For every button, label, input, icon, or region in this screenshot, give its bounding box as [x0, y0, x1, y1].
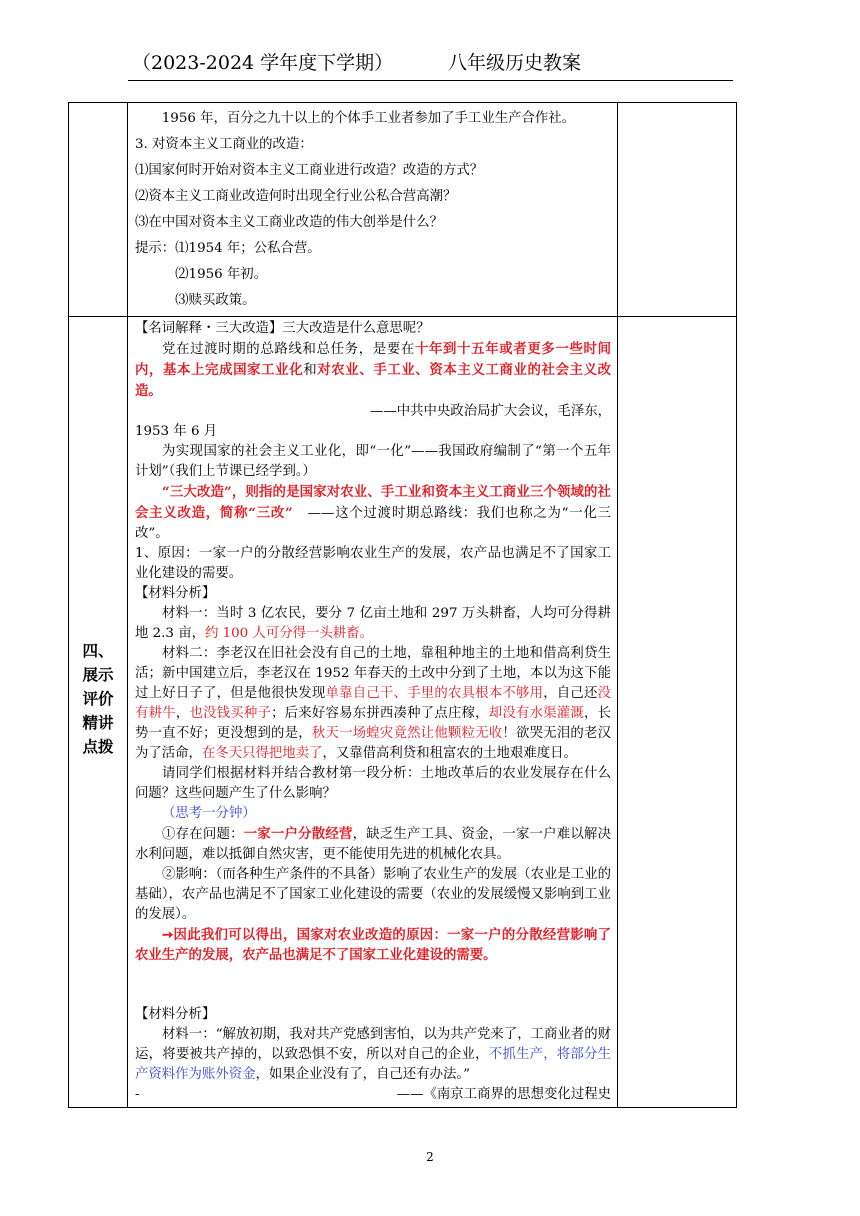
- page-number: 2: [426, 1150, 434, 1164]
- material-three: 材料一：“解放初期，我对共产党感到害怕，以为共产党来了，工商业者的财运，将要被共产掉的，以致恐惧不安，所以对自己的企业，不抓生产，将部分生产资料作为账外资金，如果企业没有了，自己还有办法。”: [135, 1027, 612, 1082]
- source-line: - ——《南京工商界的思想变化过程史: [135, 1087, 611, 1102]
- question: 请同学们根据材料并结合教材第一段分析：土地改革后的农业发展存在什么问题？这些问题产生了什么影响？: [135, 766, 611, 801]
- paragraph: 党在过渡时期的总路线和总任务，是要在十年到十五年或者更多一些时间内，基本上完成国家工业化和对农业、手工业、资本主义工商业的社会主义改造。: [135, 341, 612, 399]
- label-cell: [69, 103, 128, 317]
- conclusion: ➙因此我们可以得出，国家对农业改造的原因：一家一户的分散经营影响了农业生产的发展，农产品也满足不了国家工业化建设的需要。: [135, 927, 611, 963]
- section-label-cell: [69, 317, 128, 1108]
- analysis-title: 【材料分析】: [135, 1007, 216, 1022]
- source-date: 1953 年 6 月: [135, 424, 218, 439]
- reason-line: 1、原因：一家一户的分散经营影响农业生产的发展，农产品也满足不了国家工业化建设的需要。: [135, 546, 611, 581]
- text-line: ⑵资本主义工商业改造何时出现全行业公私合营高潮？: [135, 189, 457, 204]
- table-row: [69, 317, 737, 1108]
- analysis-title: 【材料分析】: [135, 586, 216, 601]
- material-one: 材料一：当时 3 亿农民，要分 7 亿亩土地和 297 万头耕畜，人均可分得耕地 2.3 亩，约 100 人可分得一头耕畜。: [135, 606, 611, 641]
- content-cell: [128, 317, 618, 1108]
- text-line: ⑴国家何时开始对资本主义工商业进行改造？改造的方式？: [135, 163, 484, 178]
- page-header: [128, 50, 733, 81]
- content-cell: [128, 103, 618, 317]
- term-label: （2023-2024 学年度下学期）: [132, 52, 394, 74]
- lesson-table: [68, 102, 737, 1108]
- doc-title: 八年级历史教案: [448, 52, 582, 74]
- spacer: [135, 965, 611, 1005]
- text-line: 提示：⑴1954 年；公私合营。: [135, 241, 321, 256]
- paragraph: 为实现国家的社会主义工业化，即“一化”——我国政府编制了“第一个五年计划”（我们上节课已经学到。）: [135, 444, 611, 479]
- answer-two: ②影响：（而各种生产条件的不具备）影响了农业生产的发展（农业是工业的基础），农产品也满足不了国家工业化建设的需要（农业的发展缓慢又影响到工业的发展）。: [135, 867, 611, 922]
- table-row: [69, 103, 737, 317]
- think-prompt: （思考一分钟）: [162, 806, 256, 821]
- paragraph: “三大改造”，则指的是国家对农业、手工业和资本主义工商业三个领域的社会主义改造，简称“三改” ——这个过渡时期总路线：我们也称之为“一化三改”。: [135, 484, 611, 541]
- text-line: 3. 对资本主义工商业的改造：: [135, 137, 313, 152]
- text-line: 1956 年，百分之九十以上的个体手工业者参加了手工业生产合作社。: [135, 111, 576, 126]
- answer-one: ①存在问题：一家一户分散经营，缺乏生产工具、资金，一家一户难以解决水利问题，难以抵御自然灾害，更不能使用先进的机械化农具。: [135, 826, 612, 862]
- text-line: ⑵1956 年初。: [135, 267, 268, 282]
- text-line: ⑶在中国对资本主义工商业改造的伟大创举是什么？: [135, 215, 443, 230]
- source-line: ——中共中央政治局扩大会议，毛泽东，: [369, 404, 611, 419]
- section-label: 四、 展示 评价 精讲 点拨: [82, 641, 114, 756]
- term-title: 【名词解释・三大改造】三大改造是什么意思呢？: [135, 321, 430, 336]
- material-two: 材料二：李老汉在旧社会没有自己的土地，靠租种地主的土地和借高利贷生活；新中国建立后，李老汉在 1952 年春天的土改中分到了土地，本以为这下能过上好日子了，但是他很快发现单靠自己干、手里的农具根本不够用，自己还没有耕牛，也没钱买种子；后来好容易东拼西凑种了点庄稼，却没有水渠灌溉，长势一直不好；更没想到的是，秋天一场蝗灾竟然让他颗粒无收！欲哭无泪的老汉为了活命，在冬天只得把地卖了，又靠借高利贷和租富农的土地艰难度日。: [135, 646, 612, 761]
- text-line: ⑶赎买政策。: [135, 293, 256, 308]
- notes-cell: [618, 103, 737, 317]
- notes-cell: [618, 317, 737, 1108]
